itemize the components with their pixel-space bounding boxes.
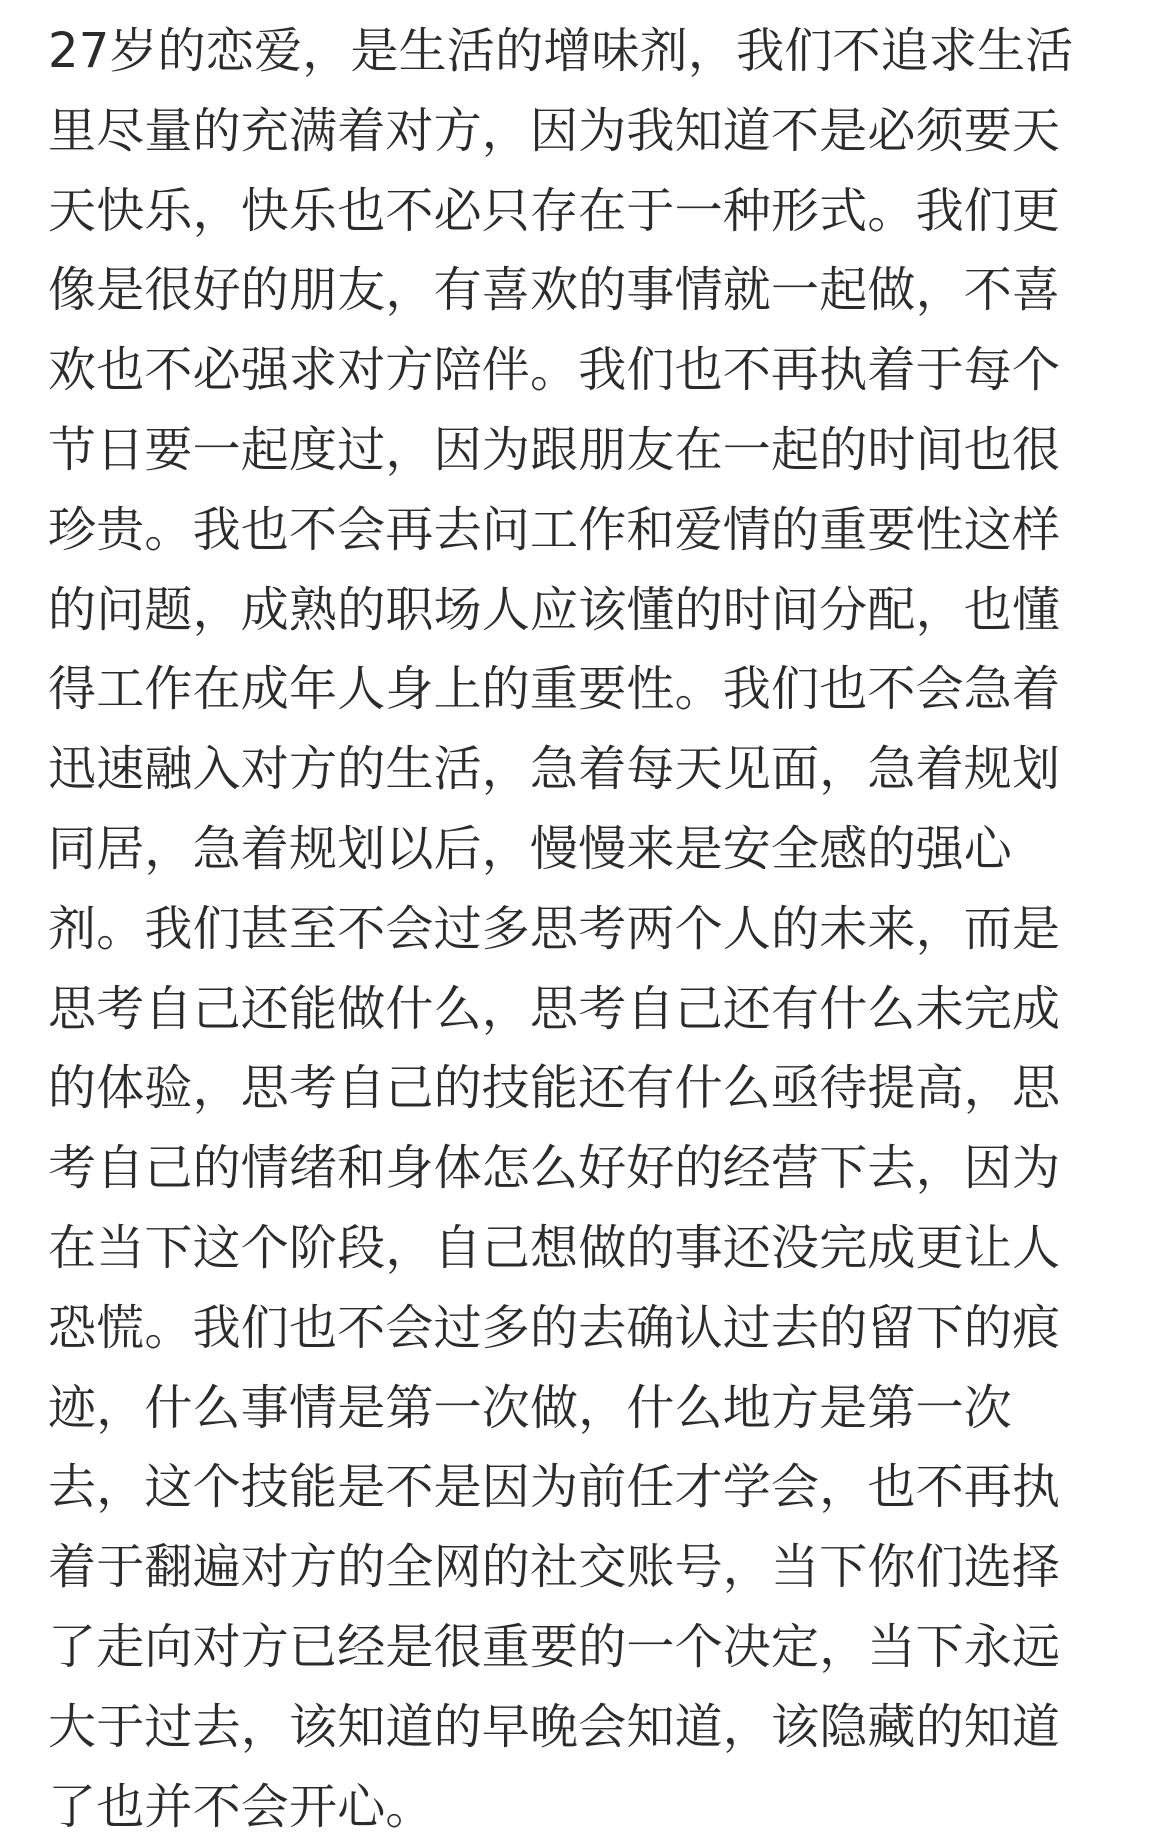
text-line: 里尽量的充满着对方，因为我知道不是必须要天 [48,102,1061,159]
text-line: 了走向对方已经是很重要的一个决定，当下永远 [48,1618,1061,1675]
text-line: 27岁的恋爱，是生活的增味剂，我们不追求生活 [48,23,1074,79]
text-line: 得工作在成年人身上的重要性。我们也不会急着 [48,661,1061,718]
text-line: 剂。我们甚至不会过多思考两个人的未来，而是 [48,900,1061,957]
text-line: 在当下这个阶段，自己想做的事还没完成更让人 [48,1219,1061,1276]
text-line: 迹，什么事情是第一次做，什么地方是第一次 [48,1379,1013,1436]
text-line: 考自己的情绪和身体怎么好好的经营下去，因为 [48,1140,1061,1197]
text-line: 珍贵。我也不会再去问工作和爱情的重要性这样 [48,501,1061,558]
text-line: 的问题，成熟的职场人应该懂的时间分配，也懂 [48,581,1061,638]
text-line: 天快乐，快乐也不必只存在于一种形式。我们更 [48,182,1061,239]
text-line: 节日要一起度过，因为跟朋友在一起的时间也很 [48,421,1061,478]
post-body-text [48,12,1128,1847]
text-line: 了也并不会开心。 [48,1778,434,1835]
text-line: 迅速融入对方的生活，急着每天见面，急着规划 [48,741,1061,798]
text-line: 去，这个技能是不是因为前任才学会，也不再执 [48,1459,1061,1516]
text-line: 的体验，思考自己的技能还有什么亟待提高，思 [48,1060,1061,1117]
text-line: 大于过去，该知道的早晚会知道，该隐藏的知道 [48,1698,1061,1755]
text-line: 恐慌。我们也不会过多的去确认过去的留下的痕 [48,1299,1061,1356]
text-line: 欢也不必强求对方陪伴。我们也不再执着于每个 [48,342,1061,399]
text-line: 着于翻遍对方的全网的社交账号，当下你们选择 [48,1539,1061,1596]
text-line: 同居，急着规划以后，慢慢来是安全感的强心 [48,820,1013,877]
text-line: 思考自己还能做什么，思考自己还有什么未完成 [48,980,1061,1037]
text-line: 像是很好的朋友，有喜欢的事情就一起做，不喜 [48,262,1061,319]
